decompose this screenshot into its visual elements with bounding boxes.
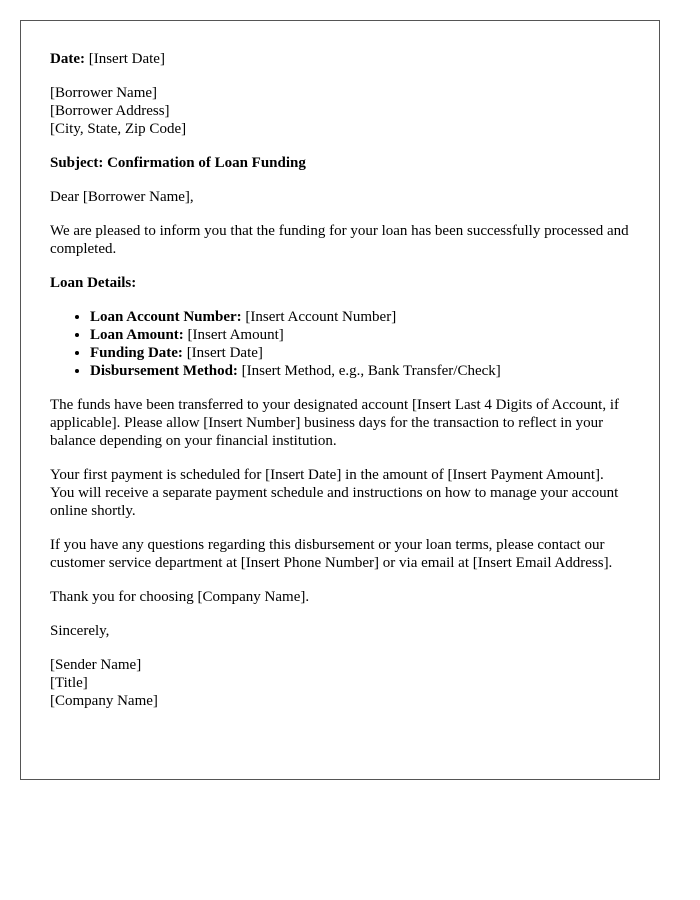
sender-company: [Company Name]: [50, 693, 158, 709]
list-item: [90, 326, 630, 344]
loan-amount-value: [Insert Amount]: [187, 327, 284, 343]
loan-details-list: [50, 308, 630, 380]
funding-date-value: [Insert Date]: [186, 345, 263, 361]
letter-document: [20, 20, 660, 780]
date-line: [50, 50, 630, 68]
recipient-address: [Borrower Address]: [50, 103, 170, 119]
payment-paragraph: Your first payment is scheduled for [Insert Date] in the amount of [Insert Payment Amount]. You will receive a separate payment schedule and instructions on how to manage your account online shortly.: [50, 467, 619, 519]
list-item: [90, 308, 630, 326]
questions-paragraph: If you have any questions regarding this disbursement or your loan terms, please contact our customer service department at [Insert Phone Number] or via email at [Insert Email Address].: [50, 537, 613, 571]
recipient-name: [Borrower Name]: [50, 85, 158, 101]
closing: Sincerely,: [50, 623, 110, 639]
list-item: [90, 362, 630, 380]
loan-account-number-value: [Insert Account Number]: [245, 309, 397, 325]
sender-name: [Sender Name]: [50, 657, 142, 673]
funding-date-label: Funding Date:: [90, 345, 183, 361]
loan-amount-label: Loan Amount:: [90, 327, 184, 343]
recipient-block: [50, 84, 630, 138]
sender-title: [Title]: [50, 675, 88, 691]
salutation: Dear [Borrower Name],: [50, 189, 194, 205]
list-item: [90, 344, 630, 362]
loan-details-heading: Loan Details:: [50, 275, 137, 291]
recipient-city-state-zip: [City, State, Zip Code]: [50, 121, 187, 137]
date-label: Date:: [50, 51, 85, 67]
funds-paragraph: The funds have been transferred to your designated account [Insert Last 4 Digits of Account, if applicable]. Please allow [Insert Number] business days for the transaction to reflect in your balance depending on your financial institution.: [50, 397, 619, 449]
signature-block: [50, 656, 630, 710]
date-value: [Insert Date]: [88, 51, 165, 67]
subject-line: Subject: Confirmation of Loan Funding: [50, 155, 306, 171]
thanks-paragraph: Thank you for choosing [Company Name].: [50, 589, 310, 605]
disbursement-method-value: [Insert Method, e.g., Bank Transfer/Check]: [241, 363, 501, 379]
intro-paragraph: We are pleased to inform you that the funding for your loan has been successfully processed and completed.: [50, 223, 629, 257]
loan-account-number-label: Loan Account Number:: [90, 309, 242, 325]
disbursement-method-label: Disbursement Method:: [90, 363, 238, 379]
